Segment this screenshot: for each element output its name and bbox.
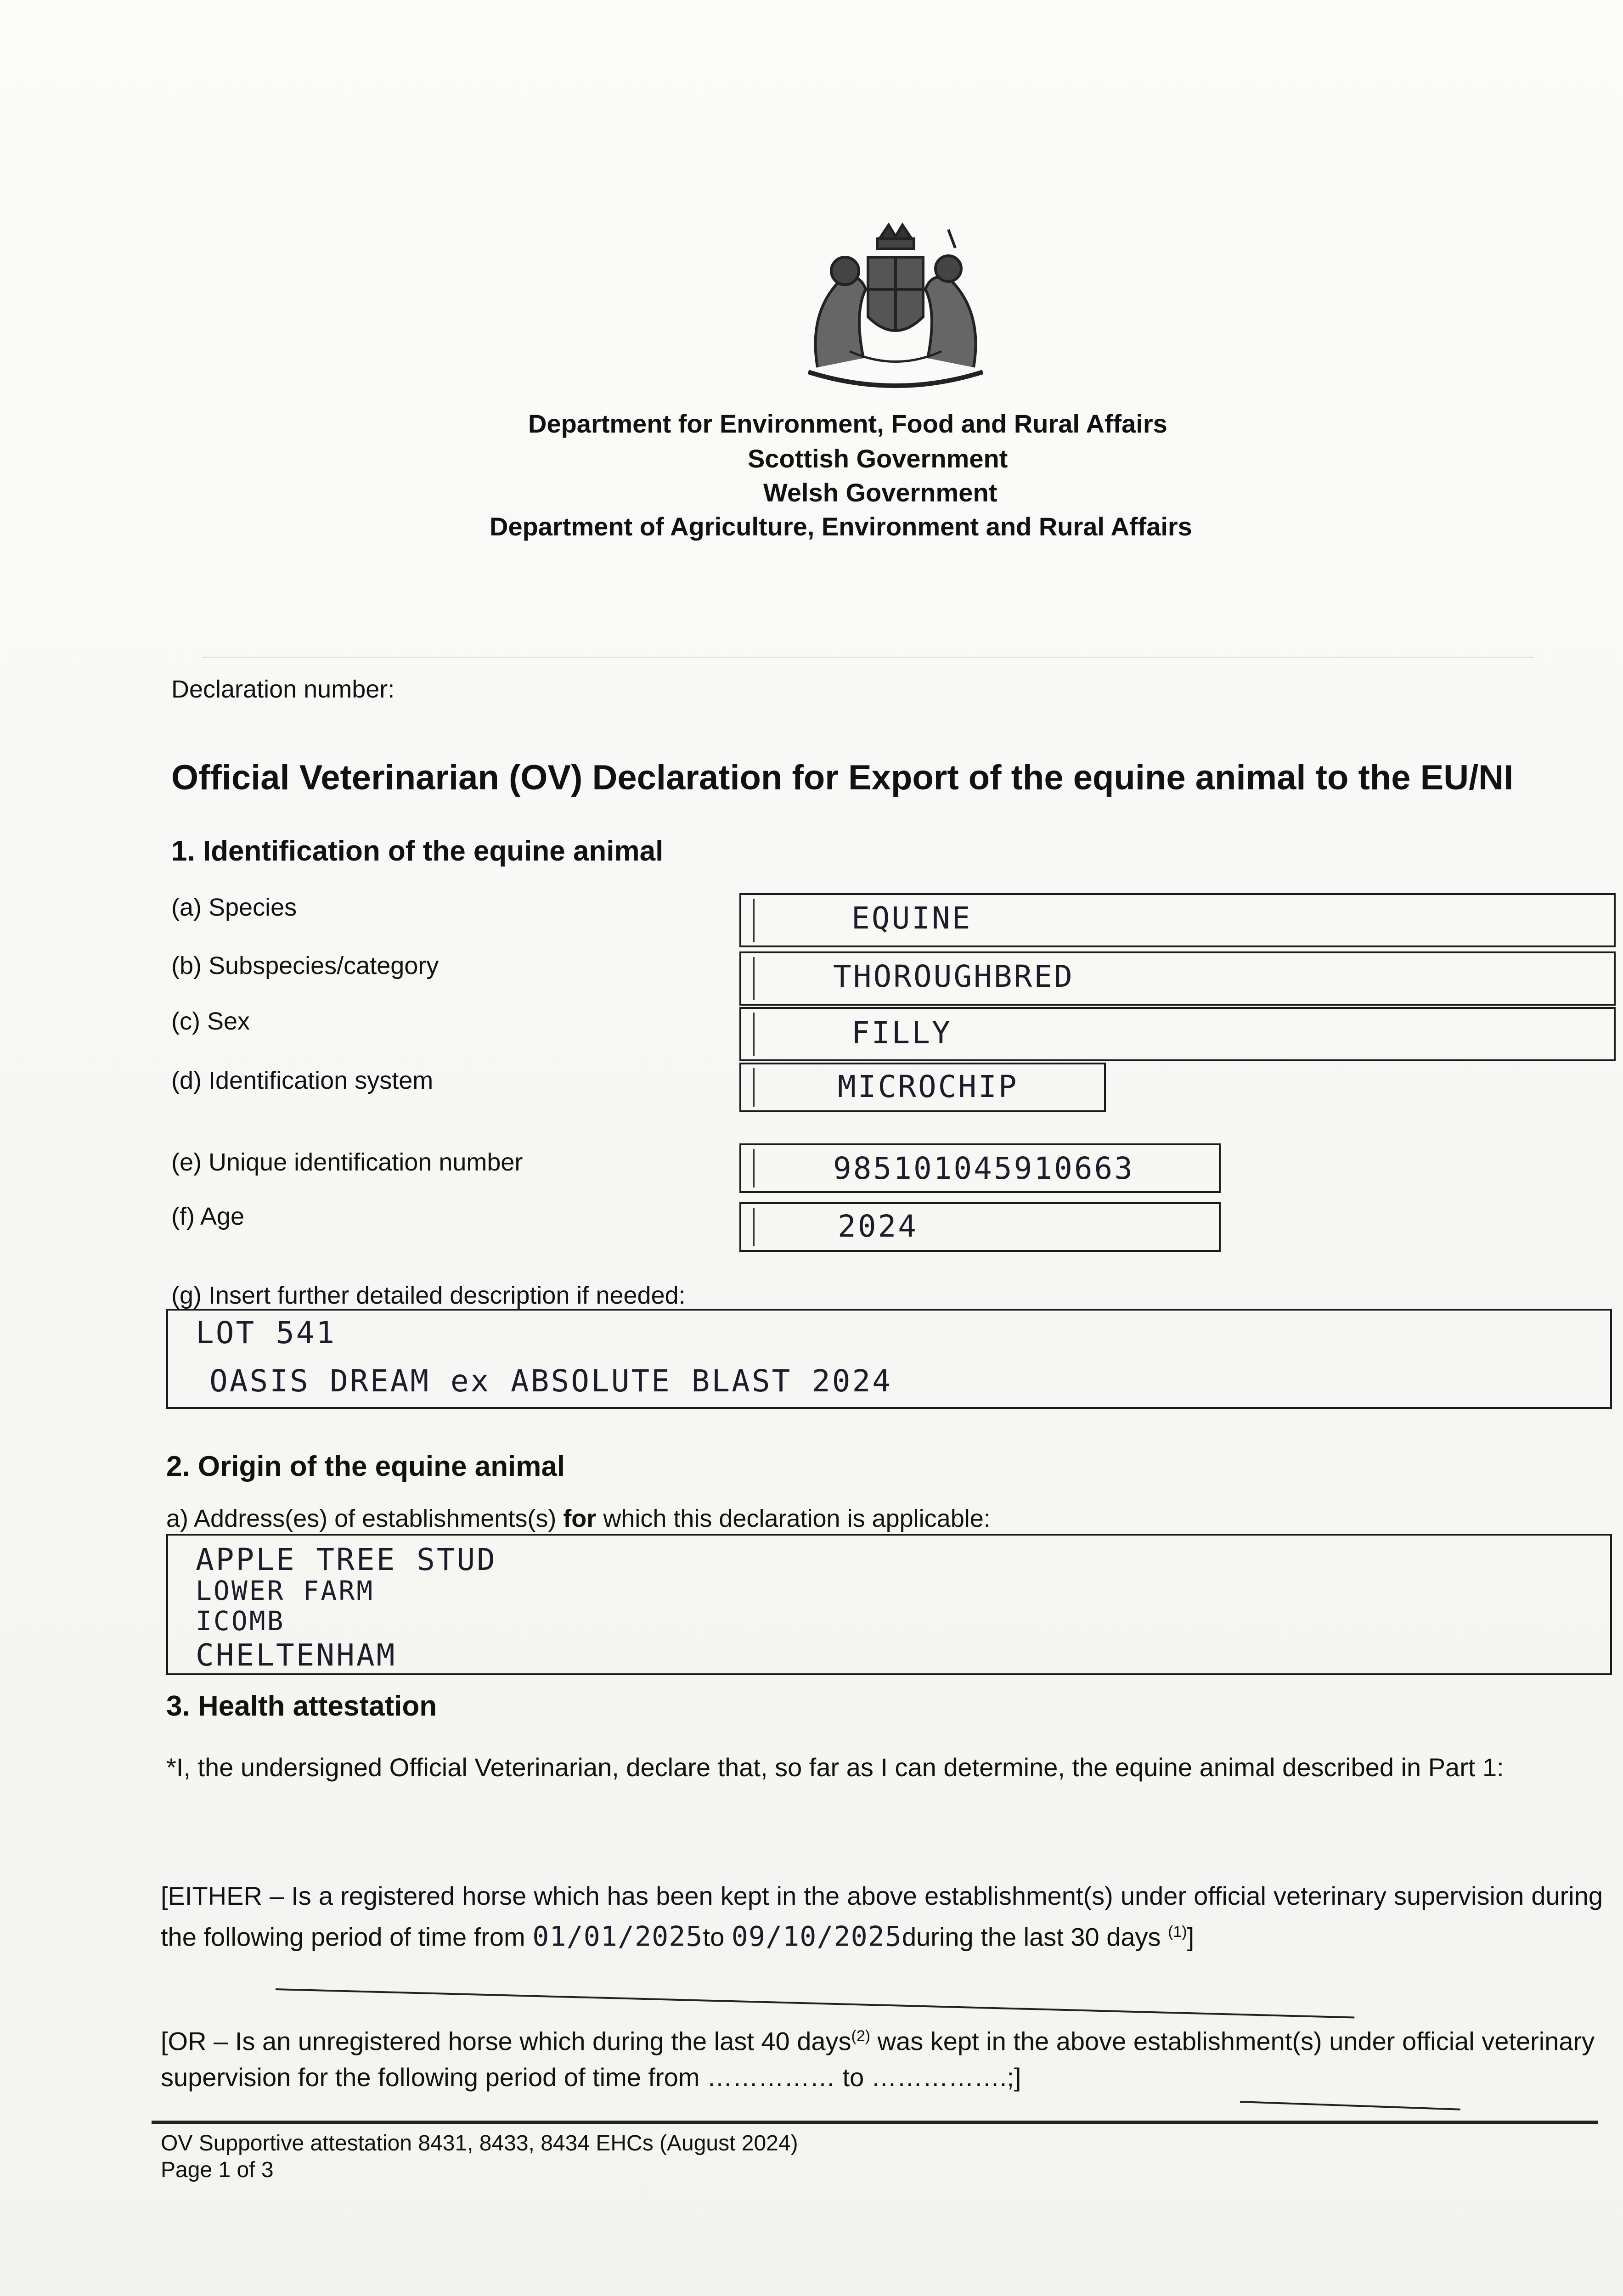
footer-reference: OV Supportive attestation 8431, 8433, 8434 EHCs (August 2024) — [161, 2131, 798, 2155]
address-label-end: which this declaration is applicable: — [596, 1505, 991, 1532]
royal-coat-of-arms-icon — [790, 220, 1001, 400]
label-age: (f) Age — [171, 1203, 245, 1230]
dept-daera: Department of Agriculture, Environment and Rural Affairs — [490, 512, 1192, 541]
address-line-3: ICOMB — [196, 1605, 285, 1637]
dept-welsh-government: Welsh Government — [763, 478, 997, 507]
or-clause — [161, 2018, 1603, 2095]
section1-heading: 1. Identification of the equine animal — [171, 835, 664, 867]
or-text-b: was kept in the above establishment(s) under official veterinary supervision for the following period of time from …………… to …………….;] — [161, 2026, 1595, 2092]
further-description-field[interactable] — [166, 1309, 1612, 1409]
page-title: Official Veterinarian (OV) Declaration for Export of the equine animal to the EU/NI — [171, 758, 1514, 797]
either-close: ] — [1187, 1922, 1195, 1952]
species-value: EQUINE — [851, 900, 972, 936]
label-sex: (c) Sex — [171, 1007, 250, 1035]
section3-heading: 3. Health attestation — [166, 1690, 437, 1722]
label-species: (a) Species — [171, 894, 297, 921]
declaration-number-label: Declaration number: — [171, 675, 395, 703]
age-value: 2024 — [838, 1209, 918, 1244]
or-footnote-ref: (2) — [851, 2027, 871, 2045]
or-clause-strikethrough-2 — [1240, 2101, 1460, 2110]
unique-id-field[interactable] — [739, 1143, 1221, 1193]
subspecies-value: THOROUGHBRED — [833, 959, 1074, 994]
identification-system-field[interactable] — [739, 1063, 1106, 1112]
address-line-2: LOWER FARM — [196, 1575, 375, 1606]
either-tail: during the last 30 days — [902, 1922, 1161, 1952]
footer-divider — [152, 2121, 1598, 2124]
sex-value: FILLY — [851, 1015, 952, 1051]
dept-scottish-government: Scottish Government — [748, 444, 1008, 473]
either-from-date: 01/01/2025 — [532, 1920, 703, 1953]
or-text-a: [OR – Is an unregistered horse which during the last 40 days — [161, 2026, 851, 2056]
species-field[interactable] — [739, 893, 1616, 947]
label-identification-system: (d) Identification system — [171, 1067, 434, 1094]
unique-id-value: 985101045910663 — [833, 1151, 1135, 1186]
address-line-1: APPLE TREE STUD — [196, 1542, 497, 1577]
dept-defra: Department for Environment, Food and Rural Affairs — [528, 409, 1167, 438]
further-description-label: (g) Insert further detailed description if needed: — [171, 1282, 686, 1309]
section2-heading: 2. Origin of the equine animal — [166, 1451, 565, 1482]
identification-system-value: MICROCHIP — [838, 1069, 1019, 1104]
either-to-date: 09/10/2025 — [731, 1920, 902, 1953]
subspecies-field[interactable] — [739, 951, 1616, 1006]
address-field[interactable] — [166, 1534, 1612, 1675]
label-unique-id: (e) Unique identification number — [171, 1148, 523, 1176]
either-footnote-ref: (1) — [1168, 1923, 1187, 1941]
page-number: Page 1 of 3 — [161, 2158, 274, 2182]
further-line-2: OASIS DREAM ex ABSOLUTE BLAST 2024 — [209, 1363, 893, 1399]
address-label — [166, 1504, 991, 1533]
address-label-for: for — [563, 1505, 597, 1532]
sex-field[interactable] — [739, 1007, 1616, 1061]
further-line-1: LOT 541 — [196, 1315, 337, 1351]
health-attestation-intro: *I, the undersigned Official Veterinarian, declare that, so far as I can determine, the equine animal described in Part 1: — [166, 1753, 1504, 1782]
address-line-4: CHELTENHAM — [196, 1638, 397, 1673]
or-clause-strikethrough-1 — [276, 1988, 1354, 2019]
either-clause — [161, 1878, 1603, 1955]
label-subspecies: (b) Subspecies/category — [171, 952, 439, 979]
age-field[interactable] — [739, 1202, 1221, 1252]
address-label-start: a) Address(es) of establishments(s) — [166, 1505, 564, 1532]
either-text: [EITHER – Is a registered horse which has been kept in the above establishment(s) under official veterinary supervision during the following period of time from — [161, 1881, 1603, 1952]
either-to-word: to — [703, 1922, 725, 1952]
